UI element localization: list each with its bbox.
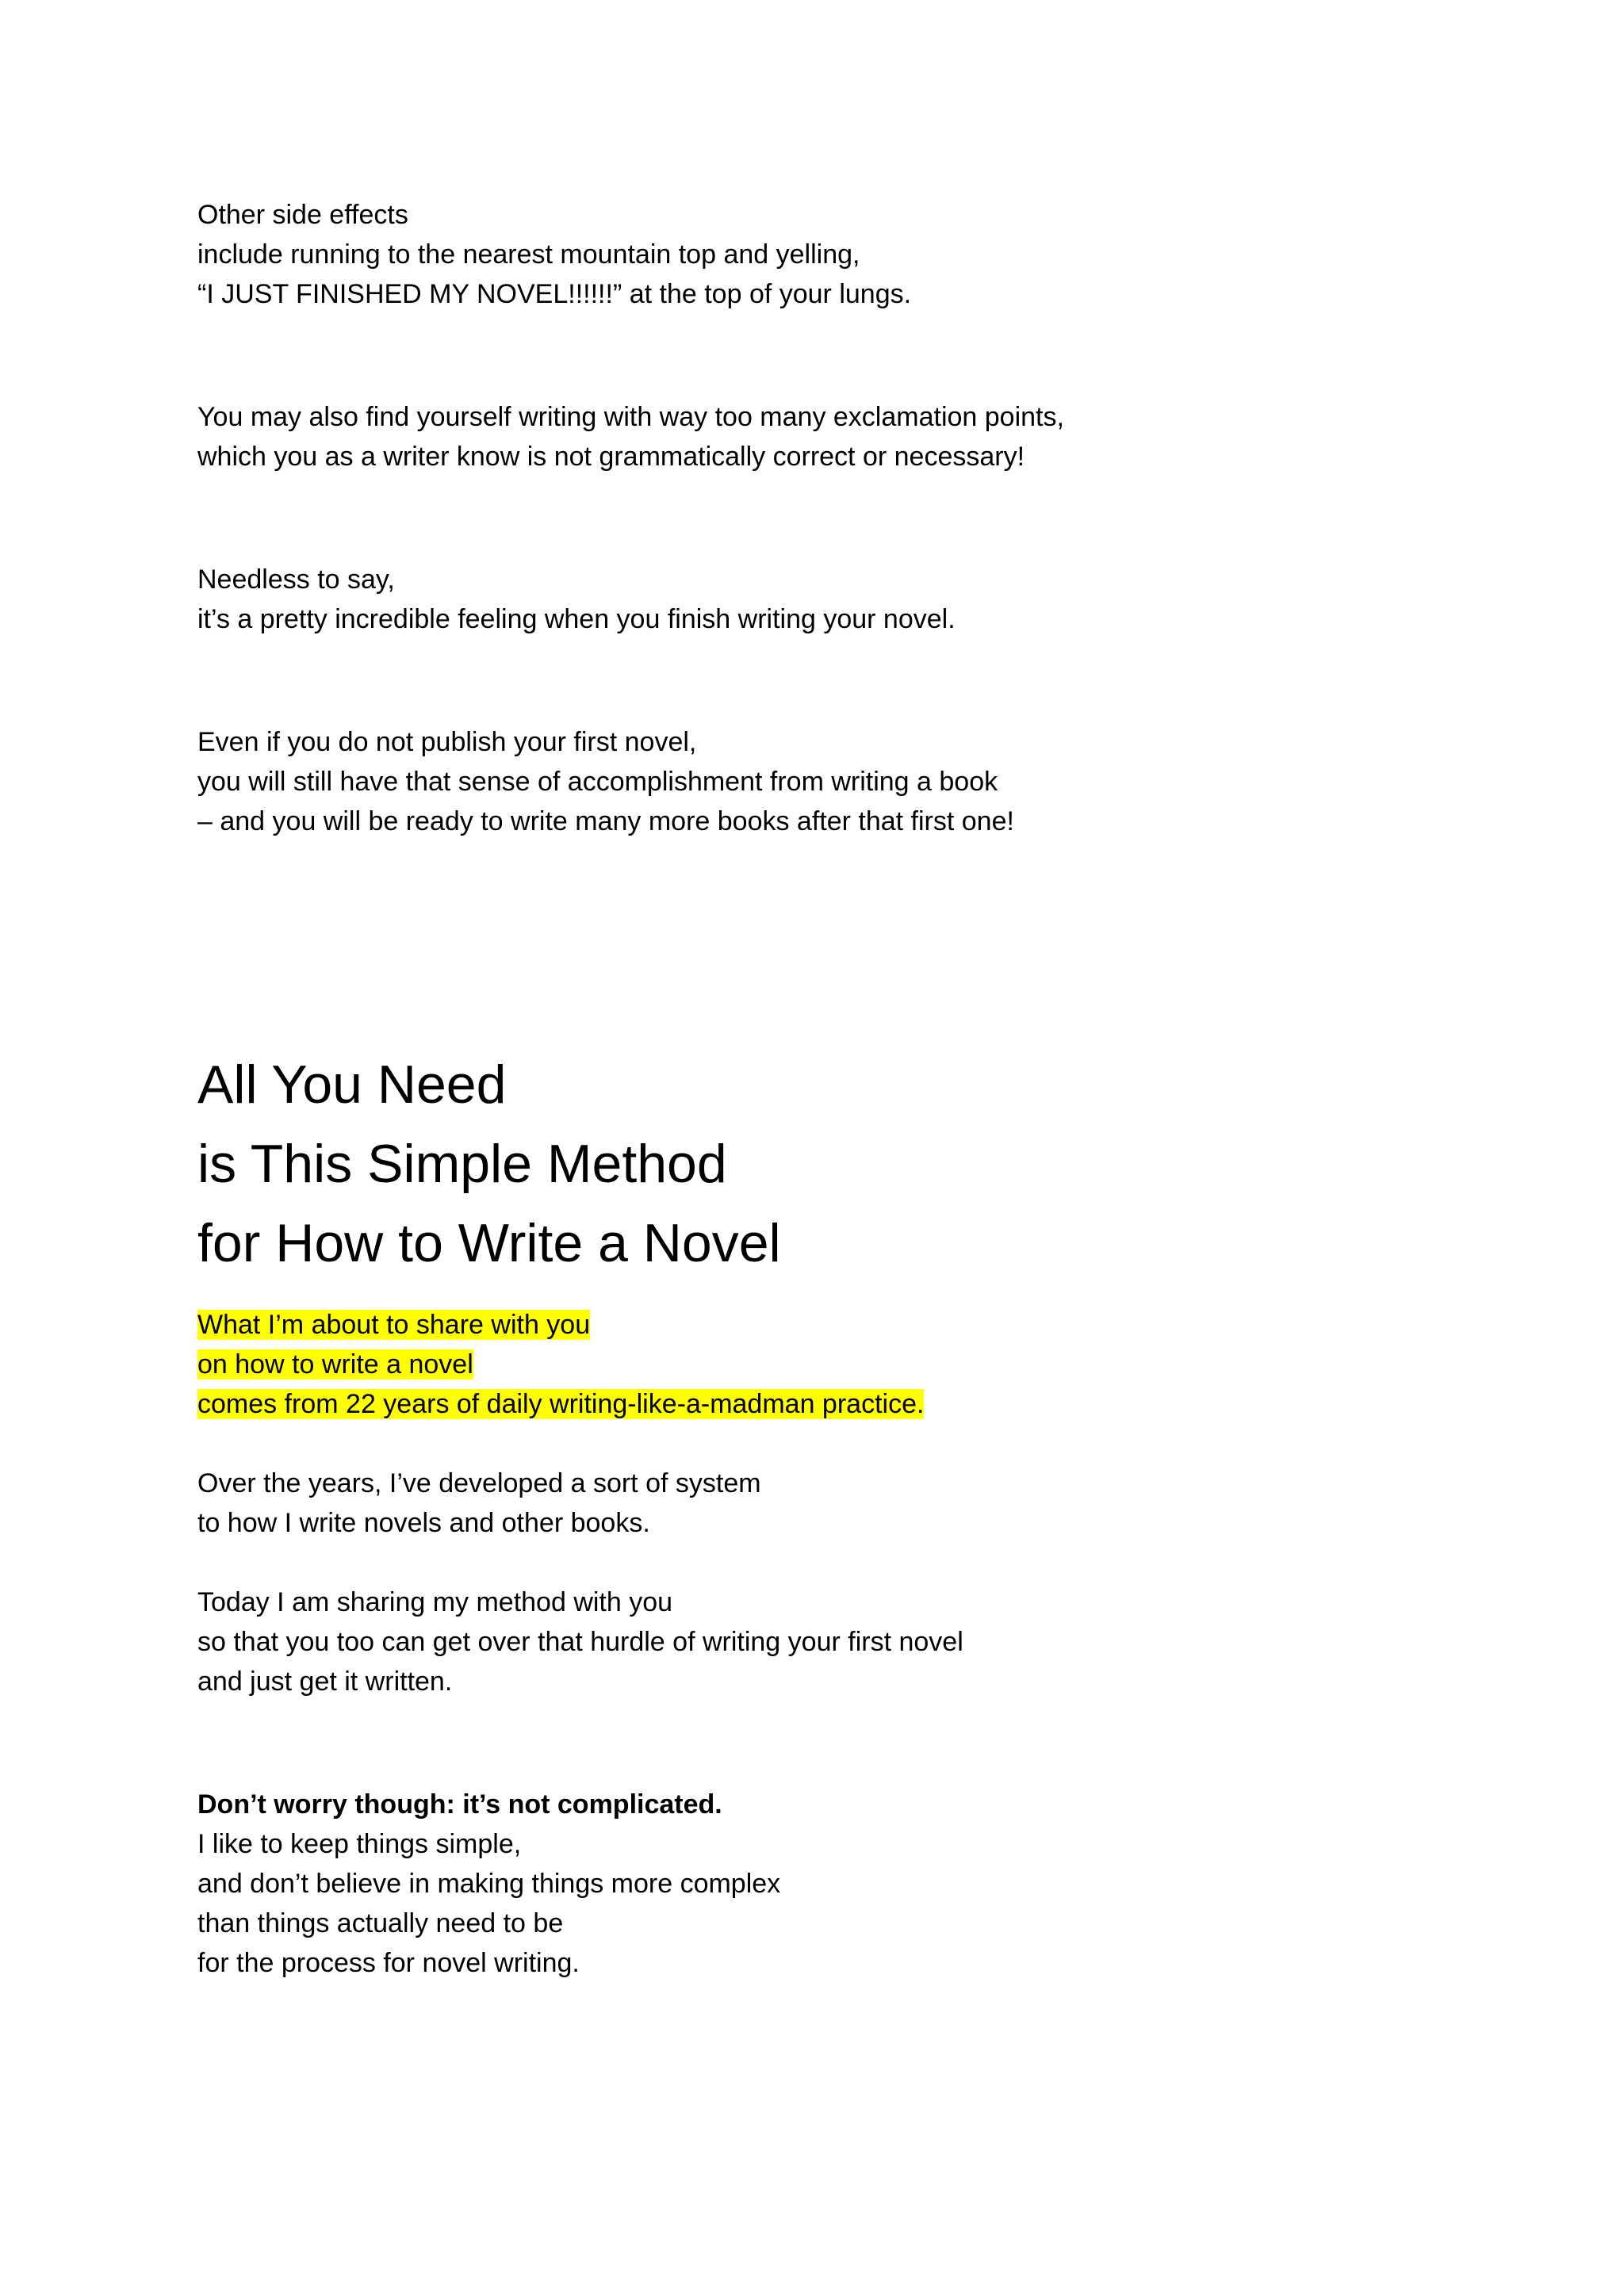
paragraph-line: – and you will be ready to write many more books after that first one!	[197, 806, 1014, 836]
paragraph-line: for the process for novel writing.	[197, 1948, 580, 1978]
section-heading-line: All You Need	[197, 1054, 507, 1115]
paragraph-line: you will still have that sense of accomplishment from writing a book	[197, 767, 998, 797]
paragraph-line: to how I write novels and other books.	[197, 1508, 650, 1538]
highlight-text: on how to write a novel	[197, 1349, 473, 1380]
highlighted-line	[197, 1305, 590, 1345]
highlighted-line	[197, 1384, 924, 1424]
paragraph-line: include running to the nearest mountain top and yelling,	[197, 239, 860, 270]
paragraph-line: Even if you do not publish your first novel,	[197, 727, 697, 757]
highlight-text: comes from 22 years of daily writing-like-a-madman practice.	[197, 1389, 925, 1419]
paragraph-line: You may also find yourself writing with way too many exclamation points,	[197, 402, 1064, 432]
paragraph-line: “I JUST FINISHED MY NOVEL!!!!!!” at the top of your lungs.	[197, 279, 912, 309]
paragraph-line: and just get it written.	[197, 1667, 453, 1697]
highlight-text: What I’m about to share with you	[197, 1310, 591, 1340]
paragraph-line: than things actually need to be	[197, 1908, 564, 1938]
paragraph-line: so that you too can get over that hurdle of writing your first novel	[197, 1627, 963, 1657]
paragraph-line: it’s a pretty incredible feeling when you finish writing your novel.	[197, 604, 956, 634]
paragraph-line: Other side effects	[197, 200, 408, 230]
section-heading-line: is This Simple Method	[197, 1134, 727, 1194]
paragraph-line: Today I am sharing my method with you	[197, 1587, 673, 1617]
paragraph-line: and don’t believe in making things more complex	[197, 1869, 781, 1899]
paragraph-line: Needless to say,	[197, 564, 395, 595]
paragraph-line: which you as a writer know is not grammatically correct or necessary!	[197, 442, 1025, 472]
highlighted-line	[197, 1345, 473, 1384]
section-heading-line: for How to Write a Novel	[197, 1213, 781, 1273]
bold-lead-line: Don’t worry though: it’s not complicated.	[197, 1789, 722, 1820]
paragraph-line: I like to keep things simple,	[197, 1829, 522, 1859]
paragraph-line: Over the years, I’ve developed a sort of system	[197, 1468, 761, 1498]
